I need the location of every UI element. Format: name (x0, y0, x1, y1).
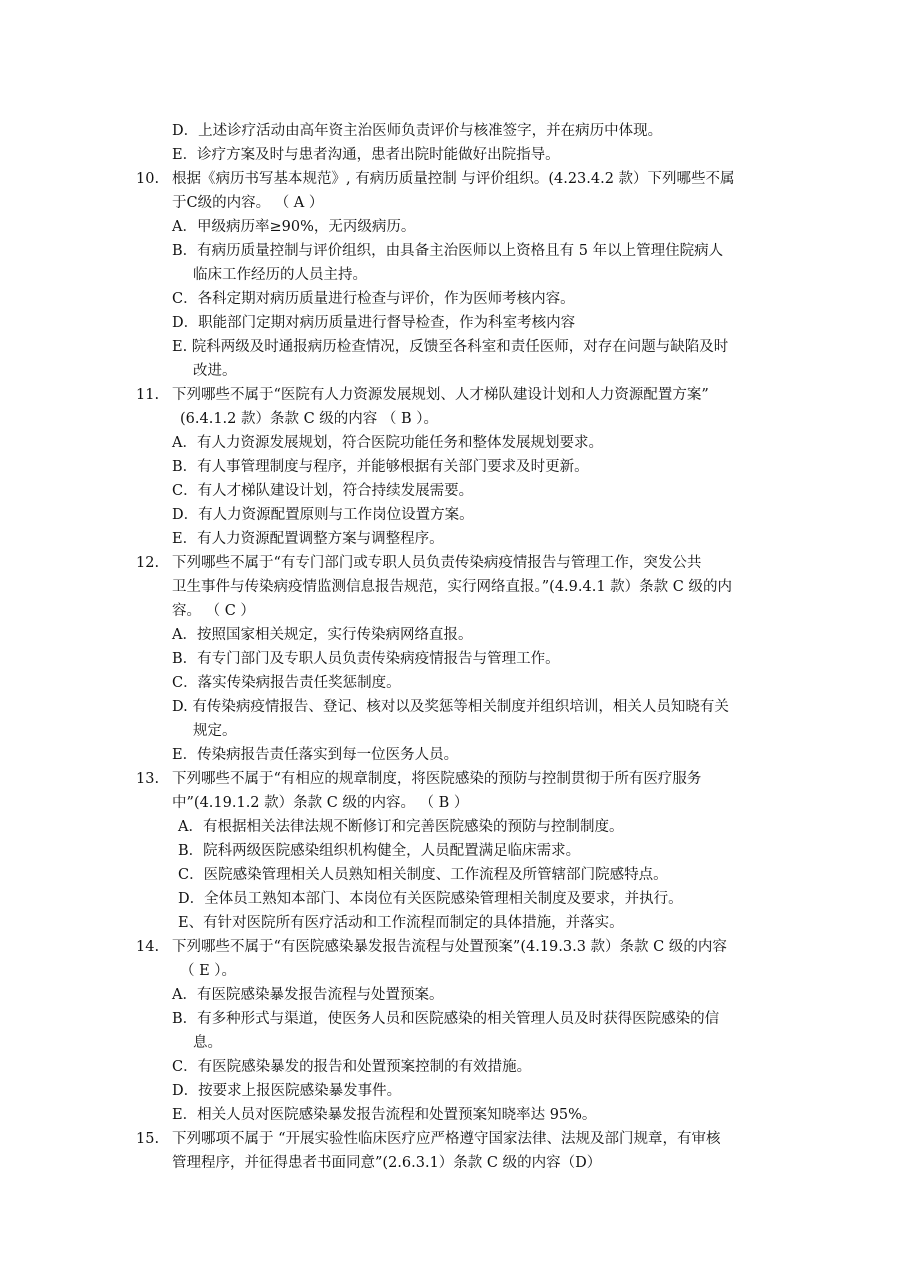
question-text: 中”(4.19.1.2 款）条款 C 级的内容。 （ B ） (172, 795, 469, 811)
option-line: E. 院科两级及时通报病历检查情况，反馈至各科室和责任医师，对存在问题与缺陷及时 (172, 339, 729, 355)
option-line: E．传染病报告责任落实到每一位医务人员。 (172, 747, 459, 763)
question-number: 10. (136, 171, 160, 187)
option-line: E．有人力资源配置调整方案与调整程序。 (172, 531, 444, 547)
option-line: A．有医院感染暴发报告流程与处置预案。 (172, 987, 444, 1003)
question-text: 下列哪些不属于“有专门部门或专职人员负责传染病疫情报告与管理工作，突发公共 (172, 555, 702, 571)
option-line: A．有人力资源发展规划，符合医院功能任务和整体发展规划要求。 (172, 435, 603, 451)
question-text: 于C级的内容。 （ A ） (172, 195, 324, 211)
option-line: B．有病历质量控制与评价组织，由具备主治医师以上资格且有 5 年以上管理住院病人 (172, 243, 724, 259)
question-text: 容。 （ C ） (172, 603, 255, 619)
option-line: D．按要求上报医院感染暴发事件。 (172, 1083, 402, 1099)
option-line: B．院科两级医院感染组织机构健全，人员配置满足临床需求。 (178, 843, 581, 859)
question-number: 12. (136, 555, 160, 571)
option-line: A．有根据相关法律法规不断修订和完善医院感染的预防与控制制度。 (178, 819, 624, 835)
option-line: C．有人才梯队建设计划，符合持续发展需要。 (172, 483, 474, 499)
question-text: 下列哪项不属于 “开展实验性临床医疗应严格遵守国家法律、法规及部门规章，有审核 (172, 1131, 721, 1147)
question-text: 下列哪些不属于“有相应的规章制度，将医院感染的预防与控制贯彻于所有医疗服务 (172, 771, 702, 787)
option-line: B．有人事管理制度与程序，并能够根据有关部门要求及时更新。 (172, 459, 589, 475)
option-line: C．各科定期对病历质量进行检查与评价，作为医师考核内容。 (172, 291, 575, 307)
question-text: 下列哪些不属于“医院有人力资源发展规划、人才梯队建设计划和人力资源配置方案” (172, 387, 709, 403)
option-line: C．有医院感染暴发的报告和处置预案控制的有效措施。 (172, 1059, 532, 1075)
option-line: D．上述诊疗活动由高年资主治医师负责评价与核准签字，并在病历中体现。 (172, 123, 663, 139)
question-text: 根据《病历书写基本规范》, 有病历质量控制 与评价组织。(4.23.4.2 款）下列哪些不属 (172, 171, 735, 187)
option-line: E、有针对医院所有医疗活动和工作流程而制定的具体措施，并落实。 (178, 915, 624, 931)
question-text: （ E ）。 (180, 963, 237, 979)
option-line: B．有多种形式与渠道，使医务人员和医院感染的相关管理人员及时获得医院感染的信 (172, 1011, 720, 1027)
question-number: 15. (136, 1131, 160, 1147)
option-line: E．相关人员对医院感染暴发报告流程和处置预案知晓率达 95%。 (172, 1107, 597, 1123)
question-number: 14. (136, 939, 160, 955)
option-line: D．全体员工熟知本部门、本岗位有关医院感染管理相关制度及要求，并执行。 (178, 891, 683, 907)
question-text: (6.4.1.2 款）条款 C 级的内容 （ B ）。 (180, 411, 439, 427)
option-line: A．按照国家相关规定，实行传染病网络直报。 (172, 627, 473, 643)
option-line: C．落实传染病报告责任奖惩制度。 (172, 675, 401, 691)
option-line: D．有人力资源配置原则与工作岗位设置方案。 (172, 507, 474, 523)
option-line: 息。 (193, 1035, 222, 1051)
option-line: D. 有传染病疫情报告、登记、核对以及奖惩等相关制度并组织培训，相关人员知晓有关 (172, 699, 729, 715)
question-text: 管理程序，并征得患者书面同意”(2.6.3.1）条款 C 级的内容（D） (172, 1155, 602, 1171)
option-line: 规定。 (193, 723, 237, 739)
option-line: 改进。 (193, 363, 237, 379)
option-line: 临床工作经历的人员主持。 (193, 267, 367, 283)
question-number: 13. (136, 771, 160, 787)
option-line: C．医院感染管理相关人员熟知相关制度、工作流程及所管辖部门院感特点。 (178, 867, 668, 883)
question-number: 11. (136, 387, 160, 403)
option-line: B．有专门部门及专职人员负责传染病疫情报告与管理工作。 (172, 651, 560, 667)
option-line: D．职能部门定期对病历质量进行督导检查，作为科室考核内容 (172, 315, 576, 331)
option-line: A．甲级病历率≥90%，无丙级病历。 (172, 219, 416, 235)
question-text: 下列哪些不属于“有医院感染暴发报告流程与处置预案”(4.19.3.3 款）条款 C 级的内容 (172, 939, 727, 955)
option-line: E．诊疗方案及时与患者沟通，患者出院时能做好出院指导。 (172, 147, 560, 163)
question-text: 卫生事件与传染病疫情监测信息报告规范，实行网络直报。”(4.9.4.1 款）条款 C 级的内 (172, 579, 732, 595)
